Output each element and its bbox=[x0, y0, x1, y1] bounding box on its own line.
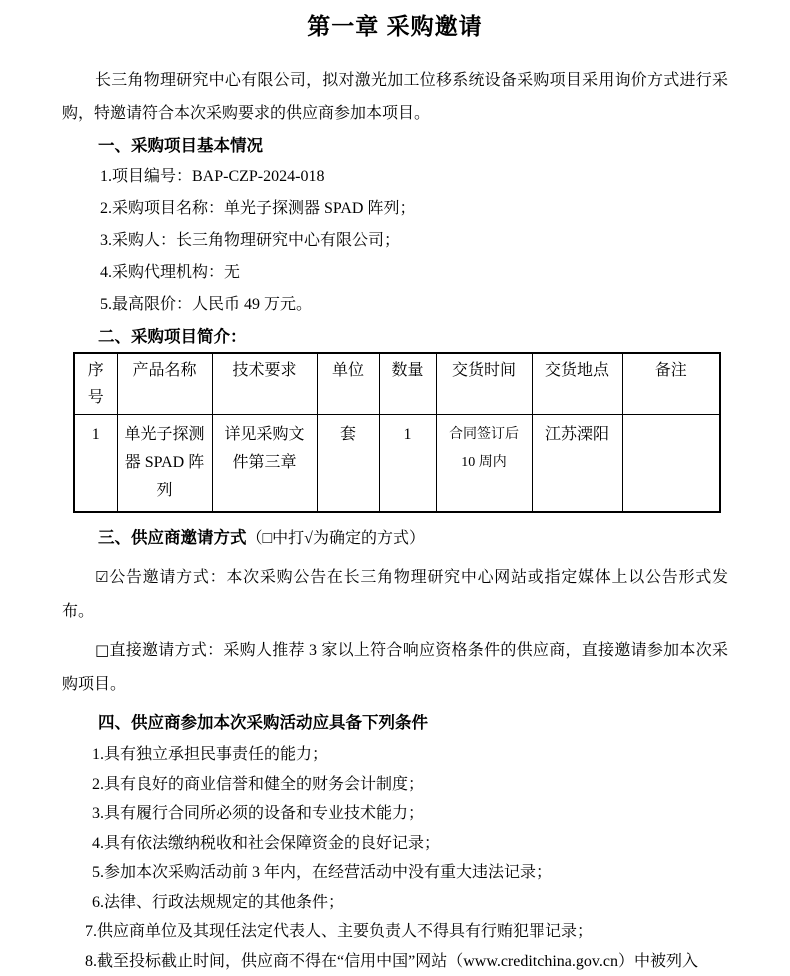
column-header: 交货时间 bbox=[436, 353, 532, 415]
list-item: 6.法律、行政法规规定的其他条件； bbox=[92, 888, 728, 918]
column-header: 单位 bbox=[317, 353, 379, 415]
supplier-conditions-list bbox=[62, 740, 728, 976]
list-item: 3.具有履行合同所必须的设备和专业技术能力； bbox=[92, 799, 728, 829]
table-row bbox=[74, 415, 720, 513]
cell-delivery-time: 合同签订后 10 周内 bbox=[436, 415, 532, 513]
list-item: 1.项目编号：BAP-CZP-2024-018 bbox=[100, 161, 728, 193]
list-item: 7.供应商单位及其现任法定代表人、主要负责人不得具有行贿犯罪记录； bbox=[85, 917, 728, 947]
section-4-heading: 四、供应商参加本次采购活动应具备下列条件 bbox=[98, 710, 728, 736]
basic-info-list bbox=[62, 161, 728, 321]
section-3-heading bbox=[98, 525, 728, 552]
column-header: 交货地点 bbox=[532, 353, 622, 415]
checked-checkbox-icon: ☑ bbox=[95, 568, 108, 586]
option-text: 直接邀请方式：采购人推荐 3 家以上符合响应资格条件的供应商，直接邀请参加本次采购项目。 bbox=[62, 642, 728, 693]
cell-remark bbox=[622, 415, 720, 513]
unchecked-checkbox-icon: □ bbox=[95, 641, 109, 659]
invite-option-announcement bbox=[62, 560, 728, 629]
page-title: 第一章 采购邀请 bbox=[62, 8, 728, 44]
procurement-items-table bbox=[73, 352, 721, 513]
section-3-heading-bold: 三、供应商邀请方式 bbox=[98, 529, 247, 547]
cell-product-name: 单光子探测器 SPAD 阵列 bbox=[117, 415, 212, 513]
column-header: 数量 bbox=[379, 353, 436, 415]
list-item: 8.截至投标截止时间，供应商不得在“信用中国”网站（www.creditchina.gov.cn）中被列入 bbox=[85, 947, 728, 976]
list-item: 5.最高限价：人民币 49 万元。 bbox=[100, 289, 728, 321]
table-header-row bbox=[74, 353, 720, 415]
list-item: 4.采购代理机构：无 bbox=[100, 257, 728, 289]
column-header: 产品名称 bbox=[117, 353, 212, 415]
cell-seq-no: 1 bbox=[74, 415, 117, 513]
list-item: 2.具有良好的商业信誉和健全的财务会计制度； bbox=[92, 770, 728, 800]
invite-option-direct bbox=[62, 633, 728, 702]
column-header: 技术要求 bbox=[212, 353, 317, 415]
list-item: 4.具有依法缴纳税收和社会保障资金的良好记录； bbox=[92, 829, 728, 859]
list-item: 5.参加本次采购活动前 3 年内，在经营活动中没有重大违法记录； bbox=[92, 858, 728, 888]
cell-delivery-place: 江苏溧阳 bbox=[532, 415, 622, 513]
section-2-heading: 二、采购项目简介： bbox=[98, 324, 728, 350]
column-header: 序号 bbox=[74, 353, 117, 415]
section-3-heading-note: （□中打√为确定的方式） bbox=[247, 530, 425, 547]
cell-tech-requirement: 详见采购文件第三章 bbox=[212, 415, 317, 513]
cell-unit: 套 bbox=[317, 415, 379, 513]
intro-paragraph: 长三角物理研究中心有限公司，拟对激光加工位移系统设备采购项目采用询价方式进行采购，特邀请符合本次采购要求的供应商参加本项目。 bbox=[62, 64, 728, 130]
option-text: 公告邀请方式：本次采购公告在长三角物理研究中心网站或指定媒体上以公告形式发布。 bbox=[62, 569, 728, 620]
list-item: 2.采购项目名称：单光子探测器 SPAD 阵列； bbox=[100, 193, 728, 225]
column-header: 备注 bbox=[622, 353, 720, 415]
section-1-heading: 一、采购项目基本情况 bbox=[98, 133, 728, 159]
list-item: 3.采购人：长三角物理研究中心有限公司； bbox=[100, 225, 728, 257]
cell-quantity: 1 bbox=[379, 415, 436, 513]
list-item: 1.具有独立承担民事责任的能力； bbox=[92, 740, 728, 770]
